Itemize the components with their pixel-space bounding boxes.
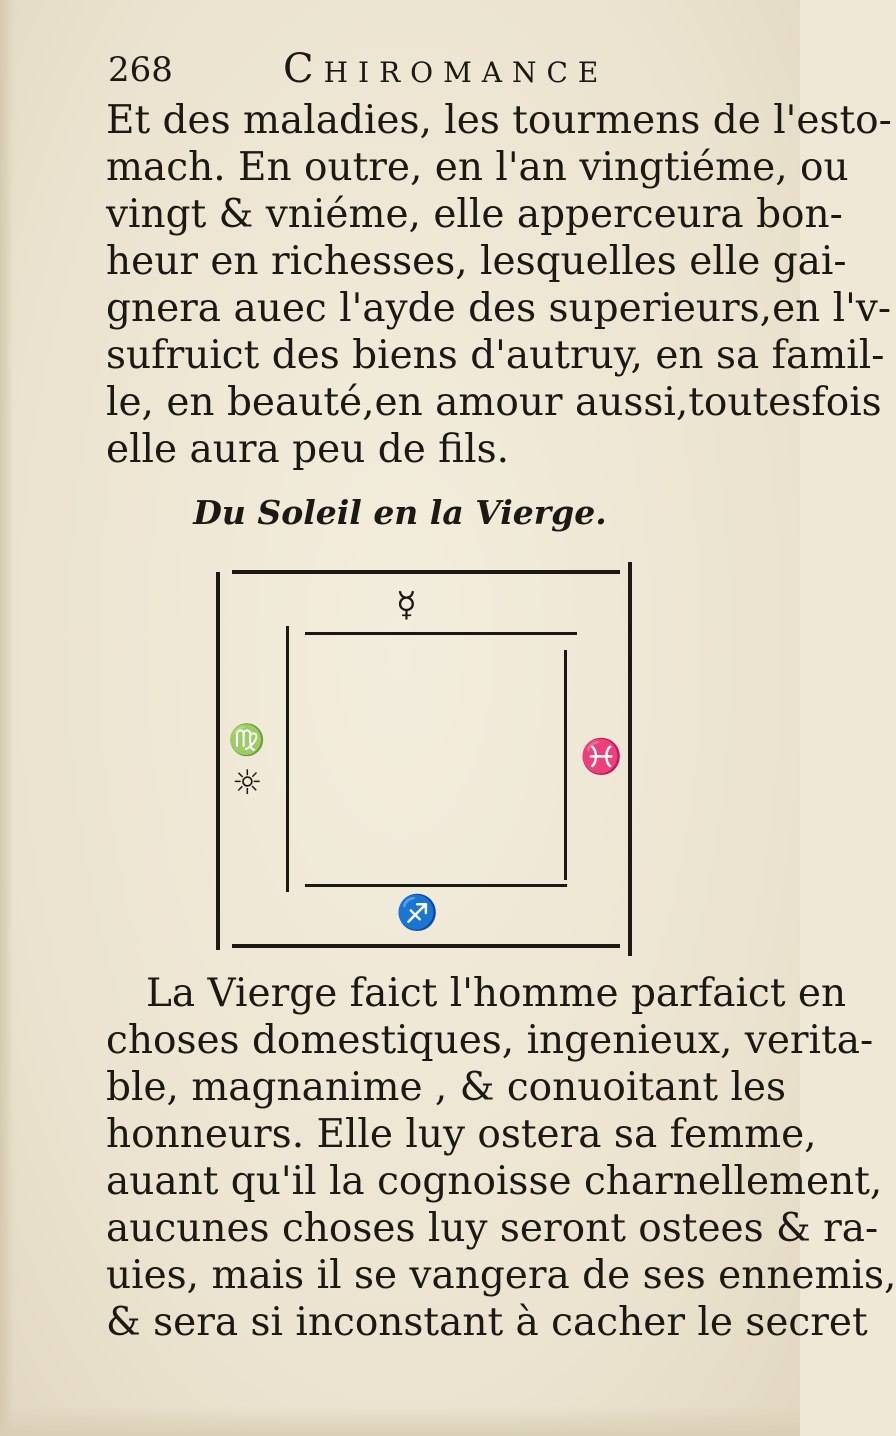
virgo-glyph: ♍: [228, 723, 266, 758]
inner-frame-top: [305, 632, 577, 635]
page-bottom-shadow: [0, 1406, 800, 1436]
text-line: mach. En outre, en l'an vingtiéme, ou: [106, 145, 849, 190]
page-number: 268: [108, 50, 173, 90]
page-header: [108, 44, 668, 100]
paragraph-top: [106, 97, 892, 473]
pisces-glyph: ♓: [580, 737, 623, 777]
outer-frame-bottom: [232, 944, 620, 948]
astrological-diagram: [210, 560, 640, 960]
inner-frame-right: [564, 650, 567, 880]
sagittarius-glyph: ♐: [396, 893, 439, 933]
sun-glyph: ☼: [232, 763, 263, 803]
page-left-shadow: [0, 0, 14, 1436]
text-line: le, en beauté,en amour aussi,toutesfois: [106, 380, 882, 425]
text-line: gnera auec l'ayde des superieurs,en l'v-: [106, 286, 892, 331]
mercury-glyph: ☿: [396, 585, 417, 625]
text-line: auant qu'il la cognoisse charnellement,: [106, 1159, 883, 1204]
running-head: Chiromance: [283, 46, 609, 92]
text-line: sufruict des biens d'autruy, en sa famil-: [106, 333, 885, 378]
outer-frame-right: [628, 562, 632, 956]
text-line: honneurs. Elle luy ostera sa femme,: [106, 1112, 817, 1157]
text-line: heur en richesses, lesquelles elle gai-: [106, 239, 847, 284]
text-line: elle aura peu de fils.: [106, 427, 510, 472]
outer-frame-left: [216, 572, 220, 950]
inner-frame-bottom: [305, 884, 567, 887]
text-line: aucunes choses luy seront ostees & ra-: [106, 1206, 879, 1251]
text-line: Et des maladies, les tourmens de l'esto-: [106, 98, 892, 143]
text-line: ble, magnanime , & conuoitant les: [106, 1065, 787, 1110]
outer-frame-top: [232, 570, 620, 574]
inner-frame-left: [286, 626, 289, 892]
text-line: uies, mais il se vangera de ses ennemis,: [106, 1253, 896, 1298]
text-line: La Vierge faict l'homme parfaict en: [146, 971, 847, 1016]
text-line: vingt & vniéme, elle apperceura bon-: [106, 192, 843, 237]
section-title: Du Soleil en la Vierge.: [193, 493, 607, 532]
text-line: choses domestiques, ingenieux, verita-: [106, 1018, 874, 1063]
text-line: & sera si inconstant à cacher le secret: [106, 1300, 868, 1345]
paragraph-bottom: [106, 970, 896, 1346]
